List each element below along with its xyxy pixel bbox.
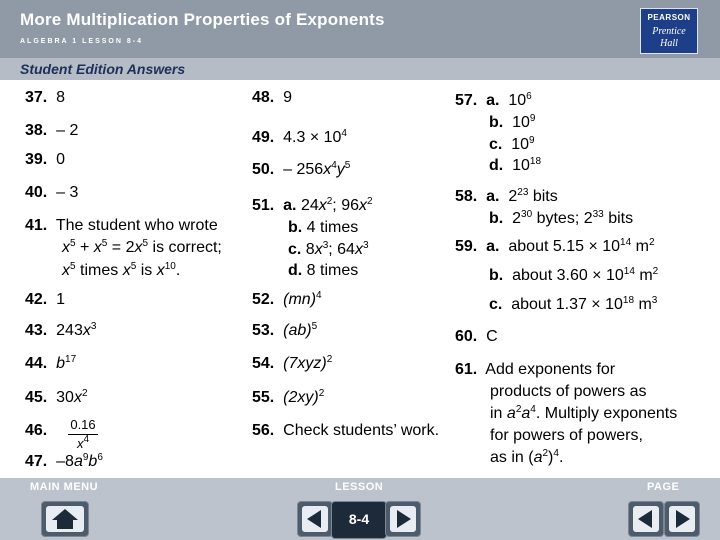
footer-nav bbox=[0, 478, 720, 540]
answer-42: 42. 1 bbox=[25, 291, 66, 308]
answer-54: 54. $(7xyz)^2$ bbox=[252, 354, 333, 372]
answer-55: 55. $(2xy)^2$ bbox=[252, 388, 325, 406]
previous-lesson-button[interactable] bbox=[297, 501, 333, 537]
answer-44: 44. $b^{17}$ bbox=[25, 354, 77, 372]
publisher-logo: PEARSON Prentice Hall bbox=[640, 8, 698, 54]
answer-61-line3: in $a^2a^4$. Multiply exponents bbox=[490, 404, 678, 422]
answer-57-c: c. $10^9$ bbox=[489, 135, 535, 153]
answer-37: 37. 8 bbox=[25, 89, 66, 106]
arrow-left-icon bbox=[633, 506, 659, 532]
answer-38: 38. – 2 bbox=[25, 122, 79, 139]
section-title: Student Edition Answers bbox=[20, 61, 186, 77]
answer-43: 43. $243x^3$ bbox=[25, 321, 97, 339]
answer-57-d: d. $10^{18}$ bbox=[489, 156, 542, 174]
answer-56: 56. Check students’ work. bbox=[252, 422, 440, 439]
answer-59-b: b. about $3.60 \times 10^{14}$ $m^2$ bbox=[489, 266, 659, 284]
answer-51-a: 51. a. $24x^2$; $96x^2$ bbox=[252, 196, 373, 214]
answer-57-a: 57. a. $10^6$ bbox=[455, 91, 532, 109]
answer-57-b: b. $10^9$ bbox=[489, 113, 536, 131]
answer-47: 47. $-8a^9b^6$ bbox=[25, 452, 103, 470]
previous-page-button[interactable] bbox=[628, 501, 664, 537]
answer-41-line2: $x^5 + x^5 = 2x^5$ is correct; bbox=[62, 238, 222, 256]
answer-49: 49. $4.3 \times 10^4$ bbox=[252, 128, 347, 146]
arrow-left-icon bbox=[302, 506, 328, 532]
answer-58-b: b. $2^{30}$ bytes; $2^{33}$ bits bbox=[489, 209, 634, 227]
answer-45: 45. $30x^2$ bbox=[25, 388, 88, 406]
answer-41-line3: $x^5$ times $x^5$ is $x^{10}$. bbox=[62, 261, 181, 279]
answer-59-a: 59. a. about $5.15 \times 10^{14}$ $m^2$ bbox=[455, 237, 655, 255]
next-lesson-button[interactable] bbox=[385, 501, 421, 537]
answer-59-c: c. about $1.37 \times 10^{18}$ $m^3$ bbox=[489, 295, 658, 313]
answer-46-fraction: 0.16 $x^4$ bbox=[66, 417, 100, 452]
main-menu-label: MAIN MENU bbox=[30, 481, 99, 493]
answer-48: 48. 9 bbox=[252, 89, 293, 106]
header-bar bbox=[0, 0, 720, 58]
arrow-right-icon bbox=[669, 506, 695, 532]
answer-52: 52. (mn)$^4$ bbox=[252, 290, 322, 308]
answer-39: 39. 0 bbox=[25, 151, 66, 168]
lesson-number-badge: 8-4 bbox=[331, 501, 387, 539]
answer-61-line5: as in $(a^2)^4$. bbox=[490, 448, 564, 466]
home-button[interactable] bbox=[41, 501, 89, 537]
next-page-button[interactable] bbox=[664, 501, 700, 537]
answer-61-line1: 61. Add exponents for bbox=[455, 361, 616, 378]
answer-46-number: 46. bbox=[25, 422, 48, 439]
answer-61-line2: products of powers as bbox=[490, 383, 647, 400]
arrow-right-icon bbox=[390, 506, 416, 532]
answer-51-d: d. 8 times bbox=[288, 262, 359, 279]
answer-61-line4: for powers of powers, bbox=[490, 427, 643, 444]
home-icon bbox=[46, 506, 84, 532]
answer-58-a: 58. a. $2^{23}$ bits bbox=[455, 187, 558, 205]
page-label: PAGE bbox=[647, 481, 680, 493]
answer-40: 40. – 3 bbox=[25, 184, 79, 201]
answer-53: 53. (ab)$^5$ bbox=[252, 321, 318, 339]
section-band bbox=[0, 58, 720, 80]
answer-51-c: c. $8x^3$; $64x^3$ bbox=[288, 240, 369, 258]
answer-51-b: b. 4 times bbox=[288, 219, 359, 236]
lesson-subtitle: ALGEBRA 1 LESSON 8-4 bbox=[20, 38, 143, 45]
lesson-label: LESSON bbox=[335, 481, 384, 493]
answer-41: 41. The student who wrote bbox=[25, 217, 218, 234]
page-title: More Multiplication Properties of Exponents bbox=[20, 10, 385, 29]
answer-60: 60. C bbox=[455, 328, 498, 345]
answer-50: 50. – $256x^4y^5$ bbox=[252, 160, 351, 178]
